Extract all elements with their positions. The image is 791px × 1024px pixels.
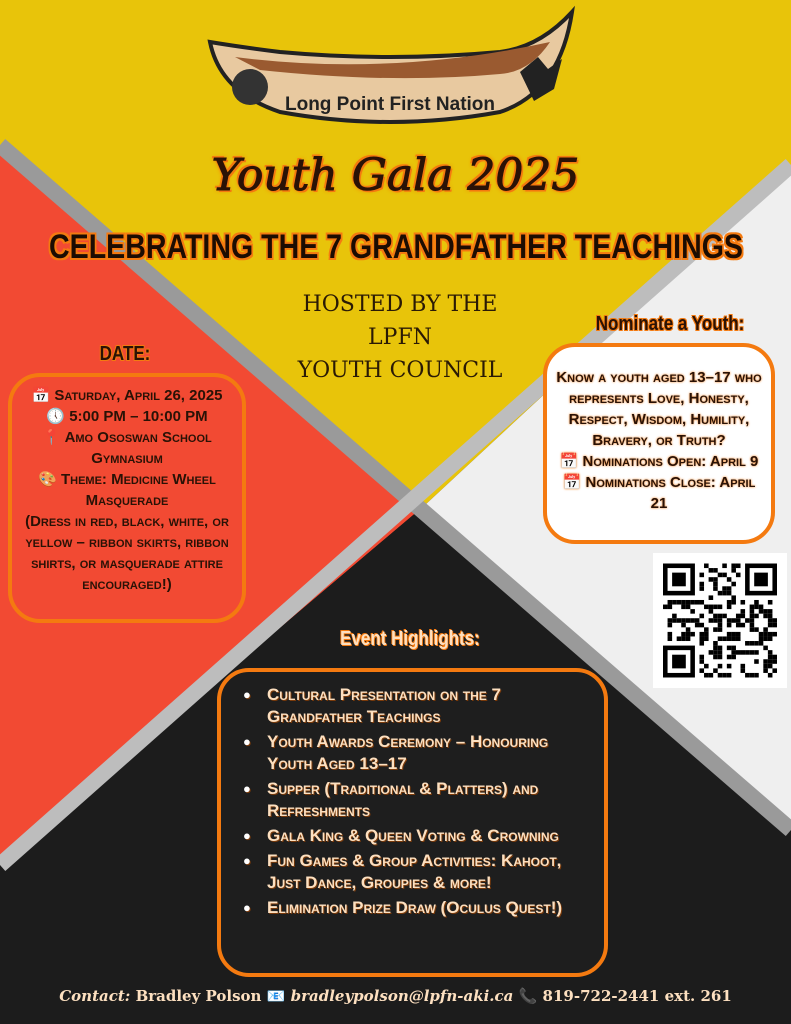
contact-label: Contact: bbox=[59, 987, 131, 1005]
date-line: 📅 Saturday, April 26, 2025 bbox=[31, 387, 223, 404]
palette-icon: 🎨 bbox=[38, 471, 57, 488]
highlight-item: ● Supper (Traditional & Platters) and Refreshments bbox=[243, 778, 590, 822]
email-icon: 📧 bbox=[266, 987, 286, 1005]
clock-icon: 🕔 bbox=[46, 408, 66, 425]
logo-text: Long Point First Nation bbox=[284, 94, 496, 115]
calendar-icon: 📅 bbox=[31, 387, 51, 404]
nominate-heading: Nominate a Youth: bbox=[595, 313, 745, 335]
event-title: Youth Gala 2025 bbox=[211, 150, 580, 201]
highlight-item: ● Youth Awards Ceremony – Honouring Youth Aged 13–17 bbox=[243, 731, 590, 775]
hosted-line: LPFN bbox=[368, 325, 432, 350]
nominations-close: 📅 Nominations Close: April 21 bbox=[562, 474, 756, 512]
date-box bbox=[8, 373, 246, 623]
highlights-box bbox=[217, 668, 608, 977]
location-line: 📍 Amo Ososwan School Gymnasium bbox=[42, 429, 212, 467]
hosted-line: HOSTED BY THE bbox=[302, 292, 498, 317]
time-line: 🕔 5:00 PM – 10:00 PM bbox=[46, 408, 208, 425]
event-subtitle: CELEBRATING THE 7 GRANDFATHER TEACHINGS bbox=[48, 228, 743, 266]
hosted-line: YOUTH COUNCIL bbox=[297, 358, 503, 383]
pin-icon: 📍 bbox=[42, 429, 61, 446]
hosted-by bbox=[280, 288, 520, 387]
contact-phone[interactable]: 819-722-2441 ext. 261 bbox=[542, 987, 732, 1005]
qr-code-icon bbox=[663, 563, 777, 678]
nominate-box bbox=[543, 343, 775, 544]
nominations-open: 📅 Nominations Open: April 9 bbox=[559, 453, 759, 470]
dress-code: (Dress in red, black, white, or yellow – ribbon skirts, ribbon shirts, or masquerade attire encouraged!) bbox=[25, 513, 229, 593]
chief-icon bbox=[232, 69, 268, 105]
nominate-question: Know a youth aged 13–17 who represents Love, Honesty, Respect, Wisdom, Humility, Bravery, or Truth? bbox=[556, 369, 762, 449]
theme-line: 🎨 Theme: Medicine Wheel Masquerade bbox=[38, 471, 216, 509]
phone-icon: 📞 bbox=[518, 987, 538, 1005]
highlight-item: ● Elimination Prize Draw (Oculus Quest!) bbox=[243, 897, 590, 919]
contact-line bbox=[0, 987, 791, 1005]
highlight-item: ● Gala King & Queen Voting & Crowning bbox=[243, 825, 590, 847]
contact-email[interactable]: bradleypolson@lpfn-aki.ca bbox=[290, 987, 514, 1005]
calendar-icon: 📅 bbox=[562, 474, 582, 491]
highlight-item: ● Fun Games & Group Activities: Kahoot, Just Dance, Groupies & more! bbox=[243, 850, 590, 894]
date-heading: DATE: bbox=[99, 343, 151, 365]
qr-code[interactable] bbox=[653, 553, 787, 688]
calendar-icon: 📅 bbox=[559, 453, 579, 470]
highlights-heading: Event Highlights: bbox=[340, 628, 480, 650]
highlight-item: ● Cultural Presentation on the 7 Grandfather Teachings bbox=[243, 684, 590, 728]
contact-name: Bradley Polson bbox=[135, 987, 262, 1005]
lpfn-canoe-logo bbox=[200, 2, 580, 130]
